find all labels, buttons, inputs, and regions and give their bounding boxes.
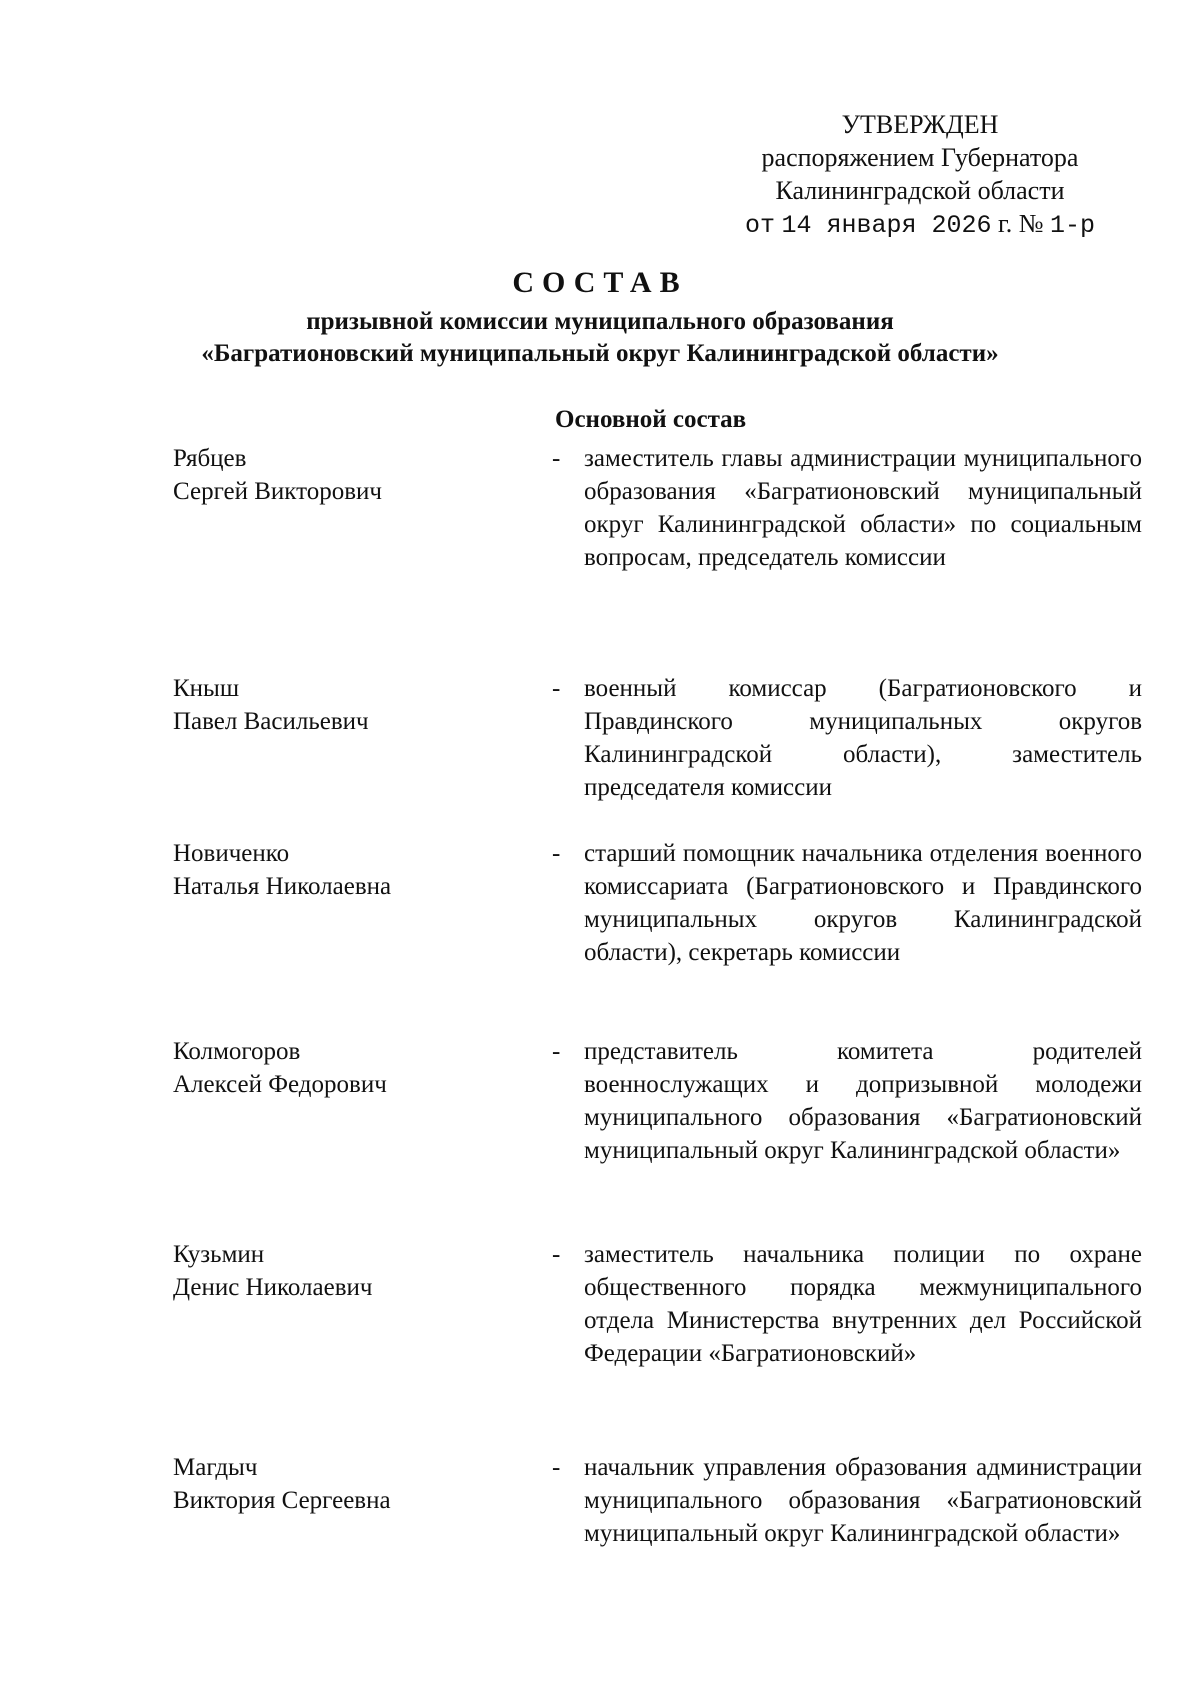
document-subtitle: [0, 306, 1200, 370]
member-name: [173, 442, 533, 508]
member-dash: -: [552, 840, 561, 867]
member-surname: Кузьмин: [173, 1241, 265, 1268]
member-given-name: Денис Николаевич: [173, 1274, 373, 1301]
member-dash: -: [552, 1454, 561, 1481]
order-number: 1-р: [1050, 211, 1096, 240]
member-role: заместитель главы администрации муниципального образования «Багратионовский муниципальный округ Калининградской области» по социальным вопросам, председатель комиссии: [584, 445, 1142, 571]
approval-stamp: [680, 108, 1160, 242]
member-name: [173, 1451, 533, 1517]
member-given-name: Алексей Федорович: [173, 1071, 387, 1098]
approved-by-line1: распоряжением Губернатора: [761, 143, 1079, 172]
section-heading: Основной состав: [555, 406, 747, 433]
member-role: заместитель начальника полиции по охране общественного порядка межмуниципального отдела Министерства внутренних дел Российской Федерации «Багратионовский»: [584, 1241, 1142, 1367]
member-surname: Колмогоров: [173, 1038, 301, 1065]
member-name: [173, 837, 533, 903]
date-suffix: г. №: [998, 209, 1044, 238]
document-title: СОСТАВ: [512, 266, 688, 299]
member-given-name: Сергей Викторович: [173, 478, 382, 505]
approved-by-line2: Калининградской области: [775, 176, 1065, 205]
date-value: 14 января 2026: [781, 211, 992, 240]
member-name: [173, 672, 533, 738]
approved-heading: УТВЕРЖДЕН: [841, 110, 999, 139]
member-dash: -: [552, 675, 561, 702]
member-dash: -: [552, 445, 561, 472]
member-surname: Магдыч: [173, 1454, 258, 1481]
date-prefix: от: [744, 211, 775, 240]
approval-date-line: [680, 207, 1160, 242]
member-surname: Рябцев: [173, 445, 247, 472]
member-name: [173, 1035, 533, 1101]
member-surname: Новиченко: [173, 840, 290, 867]
subtitle-line2: «Багратионовский муниципальный округ Калининградской области»: [201, 340, 999, 367]
member-name: [173, 1238, 533, 1304]
member-role: представитель комитета родителей военнослужащих и допризывной молодежи муниципального образования «Багратионовский муниципальный округ Калининградской области»: [584, 1038, 1142, 1164]
member-role: начальник управления образования администрации муниципального образования «Багратионовский муниципальный округ Калининградской области»: [584, 1454, 1142, 1547]
member-surname: Кныш: [173, 675, 240, 702]
member-given-name: Павел Васильевич: [173, 708, 369, 735]
member-role: старший помощник начальника отделения военного комиссариата (Багратионовского и Правдинского муниципальных округов Калининградской области), секретарь комиссии: [584, 840, 1142, 966]
member-dash: -: [552, 1241, 561, 1268]
member-given-name: Виктория Сергеевна: [173, 1487, 391, 1514]
subtitle-line1: призывной комиссии муниципального образования: [306, 308, 894, 335]
member-given-name: Наталья Николаевна: [173, 873, 392, 900]
member-role: военный комиссар (Багратионовского и Правдинского муниципальных округов Калининградской области), заместитель председателя комиссии: [584, 675, 1142, 801]
member-dash: -: [552, 1038, 561, 1065]
